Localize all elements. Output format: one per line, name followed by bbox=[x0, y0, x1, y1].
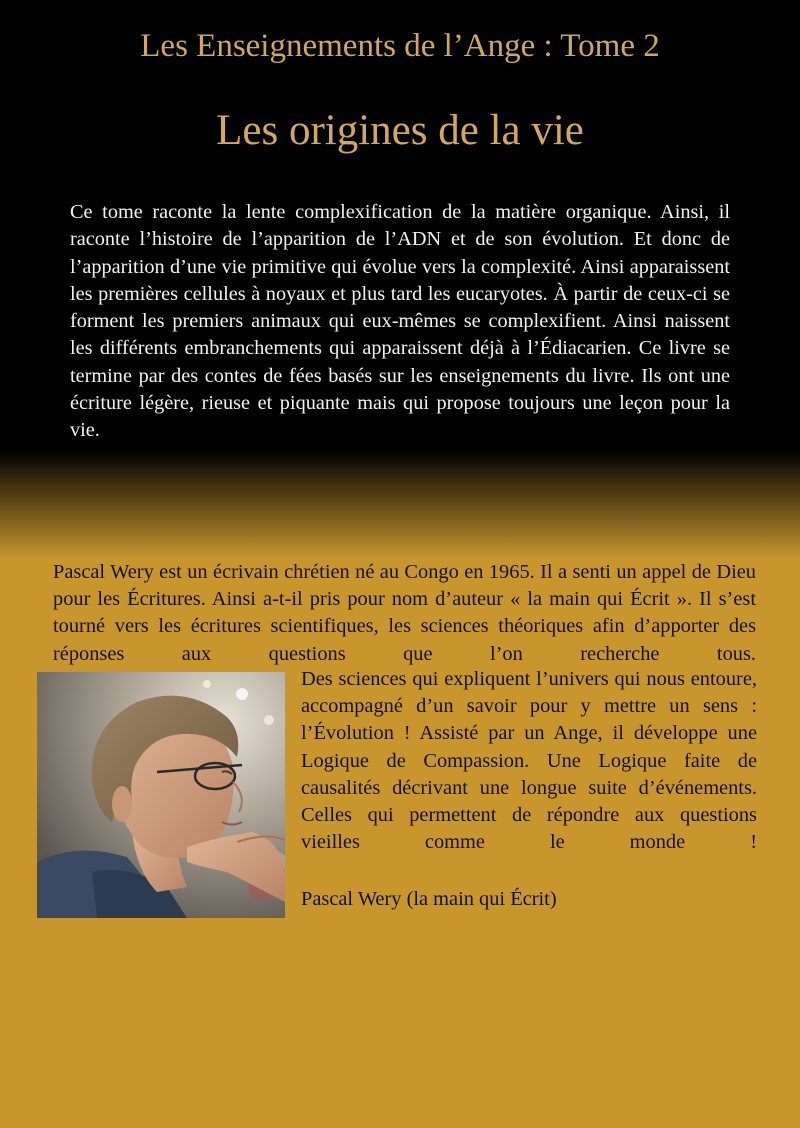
author-bio-continued: Des sciences qui expliquent l’univers qui nous entoure, accompagné d’un savoir pour y mettre un sens : l’Évolution ! Assisté par un Ange, il développe une Logique de Compassion. Une Logique faite de causalités décrivant une longue suite d’événements. Celles qui permettent de répondre aux questions vieilles comme le monde ! bbox=[301, 668, 757, 854]
series-title: Les Enseignements de l’Ange : Tome 2 bbox=[140, 28, 660, 64]
author-portrait-icon bbox=[37, 672, 285, 918]
author-signature: Pascal Wery (la main qui Écrit) bbox=[301, 888, 557, 910]
author-portrait-image bbox=[37, 672, 285, 918]
author-bio-intro: Pascal Wery est un écrivain chrétien né au Congo en 1965. Il a senti un appel de Dieu pour les Écritures. Ainsi a-t-il pris pour nom d’auteur « la main qui Écrit ». Il s’est tourné vers les écritures scientifiques, les sciences théoriques afin d’apporter des réponses aux questions que l’on recherche tous. bbox=[53, 561, 756, 665]
book-title: Les origines de la vie bbox=[216, 107, 584, 154]
book-summary: Ce tome raconte la lente complexification de la matière organique. Ainsi, il raconte l’histoire de l’apparition de l’ADN et de son évolution. Et donc de l’apparition d’une vie primitive qui évolue vers la complexité. Ainsi apparaissent les premières cellules à noyaux et plus tard les eucaryotes. À partir de ceux-ci se forment les premiers animaux qui eux-mêmes se complexifient. Ainsi naissent les différents embranchements qui apparaissent déjà à l’Édiacarien. Ce livre se termine par des contes de fées basés sur les enseignements du livre. Ils ont une écriture légère, rieuse et piquante mais qui propose toujours une leçon pour la vie. bbox=[70, 201, 730, 442]
